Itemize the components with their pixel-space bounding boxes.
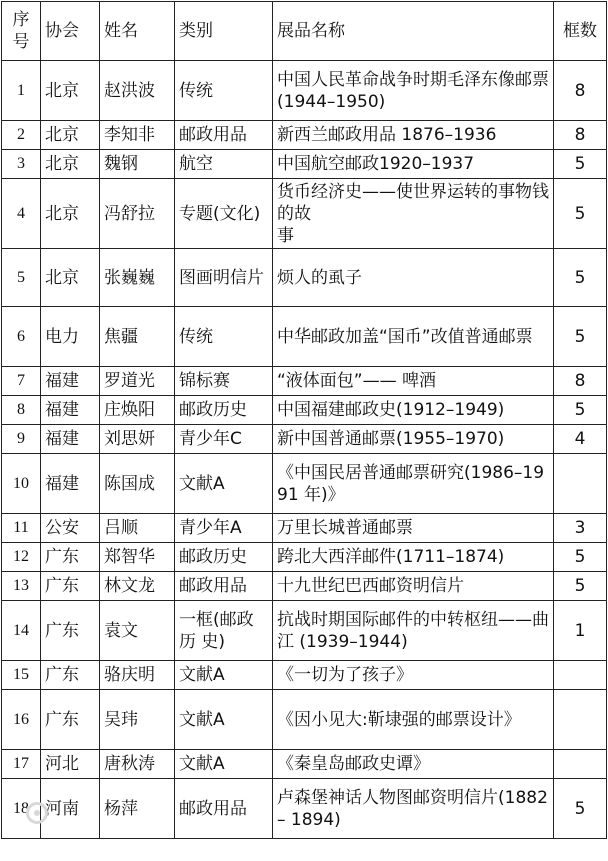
- cell-name: 赵洪波: [100, 61, 175, 121]
- cell-frames: [554, 661, 607, 690]
- cell-name: 庄焕阳: [100, 396, 175, 425]
- cell-no: 11: [2, 514, 41, 543]
- table-row: [2, 396, 607, 425]
- cell-category: 文献A: [175, 661, 273, 690]
- cell-name: 焦疆: [100, 307, 175, 367]
- cell-no: 8: [2, 396, 41, 425]
- table-row: [2, 121, 607, 150]
- cell-association: 广东: [41, 690, 100, 750]
- cell-no: 6: [2, 307, 41, 367]
- table-row: [2, 690, 607, 750]
- cell-title: “液体面包”—— 啤酒: [273, 367, 554, 396]
- table-row: [2, 249, 607, 307]
- header-name: 姓名: [100, 2, 175, 61]
- table-row: [2, 307, 607, 367]
- cell-name: 杨萍: [100, 779, 175, 839]
- cell-association: 河南: [41, 779, 100, 839]
- cell-title: 跨北大西洋邮件(1711–1874): [273, 543, 554, 572]
- cell-frames: 5: [554, 396, 607, 425]
- table-row: [2, 150, 607, 179]
- table-row: [2, 367, 607, 396]
- cell-frames: 8: [554, 61, 607, 121]
- cell-association: 北京: [41, 249, 100, 307]
- header-frames: 框数: [554, 2, 607, 61]
- cell-frames: [554, 690, 607, 750]
- cell-no: 17: [2, 750, 41, 779]
- cell-association: 福建: [41, 396, 100, 425]
- cell-association: 广东: [41, 543, 100, 572]
- header-title: 展品名称: [273, 2, 554, 61]
- cell-title: 《一切为了孩子》: [273, 661, 554, 690]
- cell-no: 1: [2, 61, 41, 121]
- cell-category: 邮政用品: [175, 121, 273, 150]
- cell-association: 河北: [41, 750, 100, 779]
- cell-frames: 5: [554, 249, 607, 307]
- cell-title: 中国人民革命战争时期毛泽东像邮票 (1944–1950): [273, 61, 554, 121]
- cell-name: 林文龙: [100, 572, 175, 601]
- cell-title: 《中国民居普通邮票研究(1986–1991 年)》: [273, 454, 554, 514]
- table-row: [2, 179, 607, 249]
- cell-association: 广东: [41, 601, 100, 661]
- cell-association: 北京: [41, 150, 100, 179]
- cell-no: 10: [2, 454, 41, 514]
- cell-category: 图画明信片: [175, 249, 273, 307]
- cell-category: 传统: [175, 61, 273, 121]
- cell-category: 传统: [175, 307, 273, 367]
- cell-no: 18: [2, 779, 41, 839]
- cell-association: 北京: [41, 121, 100, 150]
- cell-frames: 5: [554, 150, 607, 179]
- cell-frames: 5: [554, 307, 607, 367]
- cell-name: 魏钢: [100, 150, 175, 179]
- cell-association: 福建: [41, 367, 100, 396]
- table-row: [2, 601, 607, 661]
- cell-name: 刘思妍: [100, 425, 175, 454]
- table-row: [2, 543, 607, 572]
- table-row: [2, 750, 607, 779]
- table-row: [2, 454, 607, 514]
- cell-frames: 5: [554, 543, 607, 572]
- cell-name: 吕顺: [100, 514, 175, 543]
- cell-title: 中国福建邮政史(1912–1949): [273, 396, 554, 425]
- cell-association: 北京: [41, 61, 100, 121]
- cell-association: 福建: [41, 454, 100, 514]
- cell-title: 新中国普通邮票(1955–1970): [273, 425, 554, 454]
- table-header-row: [2, 2, 607, 61]
- cell-association: 广东: [41, 572, 100, 601]
- header-category: 类别: [175, 2, 273, 61]
- header-association: 协会: [41, 2, 100, 61]
- cell-frames: 3: [554, 514, 607, 543]
- cell-name: 唐秋涛: [100, 750, 175, 779]
- cell-association: 电力: [41, 307, 100, 367]
- cell-title: 中国航空邮政1920–1937: [273, 150, 554, 179]
- cell-no: 9: [2, 425, 41, 454]
- cell-category: 锦标赛: [175, 367, 273, 396]
- cell-title: 货币经济史——使世界运转的事物钱的故 事: [273, 179, 554, 249]
- cell-category: 航空: [175, 150, 273, 179]
- cell-no: 7: [2, 367, 41, 396]
- cell-association: 公安: [41, 514, 100, 543]
- cell-title: 卢森堡神话人物图邮资明信片(1882– 1894): [273, 779, 554, 839]
- cell-no: 4: [2, 179, 41, 249]
- cell-no: 5: [2, 249, 41, 307]
- cell-no: 15: [2, 661, 41, 690]
- header-no: 序 号: [2, 2, 41, 61]
- table-row: [2, 425, 607, 454]
- cell-association: 北京: [41, 179, 100, 249]
- cell-no: 13: [2, 572, 41, 601]
- cell-category: 青少年C: [175, 425, 273, 454]
- cell-name: 骆庆明: [100, 661, 175, 690]
- cell-frames: 5: [554, 572, 607, 601]
- cell-name: 郑智华: [100, 543, 175, 572]
- cell-frames: [554, 454, 607, 514]
- cell-name: 陈国成: [100, 454, 175, 514]
- cell-category: 邮政历史: [175, 396, 273, 425]
- cell-title: 中华邮政加盖“国币”改值普通邮票: [273, 307, 554, 367]
- table-row: [2, 514, 607, 543]
- cell-frames: 5: [554, 179, 607, 249]
- cell-category: 青少年A: [175, 514, 273, 543]
- cell-category: 文献A: [175, 454, 273, 514]
- cell-no: 14: [2, 601, 41, 661]
- cell-name: 罗道光: [100, 367, 175, 396]
- cell-category: 一框(邮政历 史): [175, 601, 273, 661]
- cell-title: 新西兰邮政用品 1876–1936: [273, 121, 554, 150]
- cell-frames: 8: [554, 367, 607, 396]
- exhibits-table: [1, 1, 607, 839]
- cell-name: 吴玮: [100, 690, 175, 750]
- cell-title: 十九世纪巴西邮资明信片: [273, 572, 554, 601]
- table-row: [2, 779, 607, 839]
- cell-category: 文献A: [175, 750, 273, 779]
- cell-no: 2: [2, 121, 41, 150]
- cell-frames: 4: [554, 425, 607, 454]
- cell-name: 张巍巍: [100, 249, 175, 307]
- cell-category: 专题(文化): [175, 179, 273, 249]
- cell-name: 冯舒拉: [100, 179, 175, 249]
- cell-no: 16: [2, 690, 41, 750]
- cell-title: 《秦皇岛邮政史谭》: [273, 750, 554, 779]
- cell-title: 抗战时期国际邮件的中转枢纽——曲江 (1939–1944): [273, 601, 554, 661]
- cell-category: 邮政历史: [175, 543, 273, 572]
- table-row: [2, 61, 607, 121]
- cell-no: 3: [2, 150, 41, 179]
- table-row: [2, 572, 607, 601]
- cell-category: 文献A: [175, 690, 273, 750]
- cell-category: 邮政用品: [175, 572, 273, 601]
- cell-title: 万里长城普通邮票: [273, 514, 554, 543]
- cell-frames: [554, 750, 607, 779]
- cell-title: 《因小见大:靳埭强的邮票设计》: [273, 690, 554, 750]
- cell-name: 袁文: [100, 601, 175, 661]
- table-row: [2, 661, 607, 690]
- watermark-logo-icon: [26, 802, 48, 824]
- cell-frames: 5: [554, 779, 607, 839]
- cell-title: 烦人的虱子: [273, 249, 554, 307]
- cell-name: 李知非: [100, 121, 175, 150]
- cell-category: 邮政用品: [175, 779, 273, 839]
- cell-no: 12: [2, 543, 41, 572]
- cell-association: 福建: [41, 425, 100, 454]
- cell-frames: 8: [554, 121, 607, 150]
- cell-association: 广东: [41, 661, 100, 690]
- cell-frames: 1: [554, 601, 607, 661]
